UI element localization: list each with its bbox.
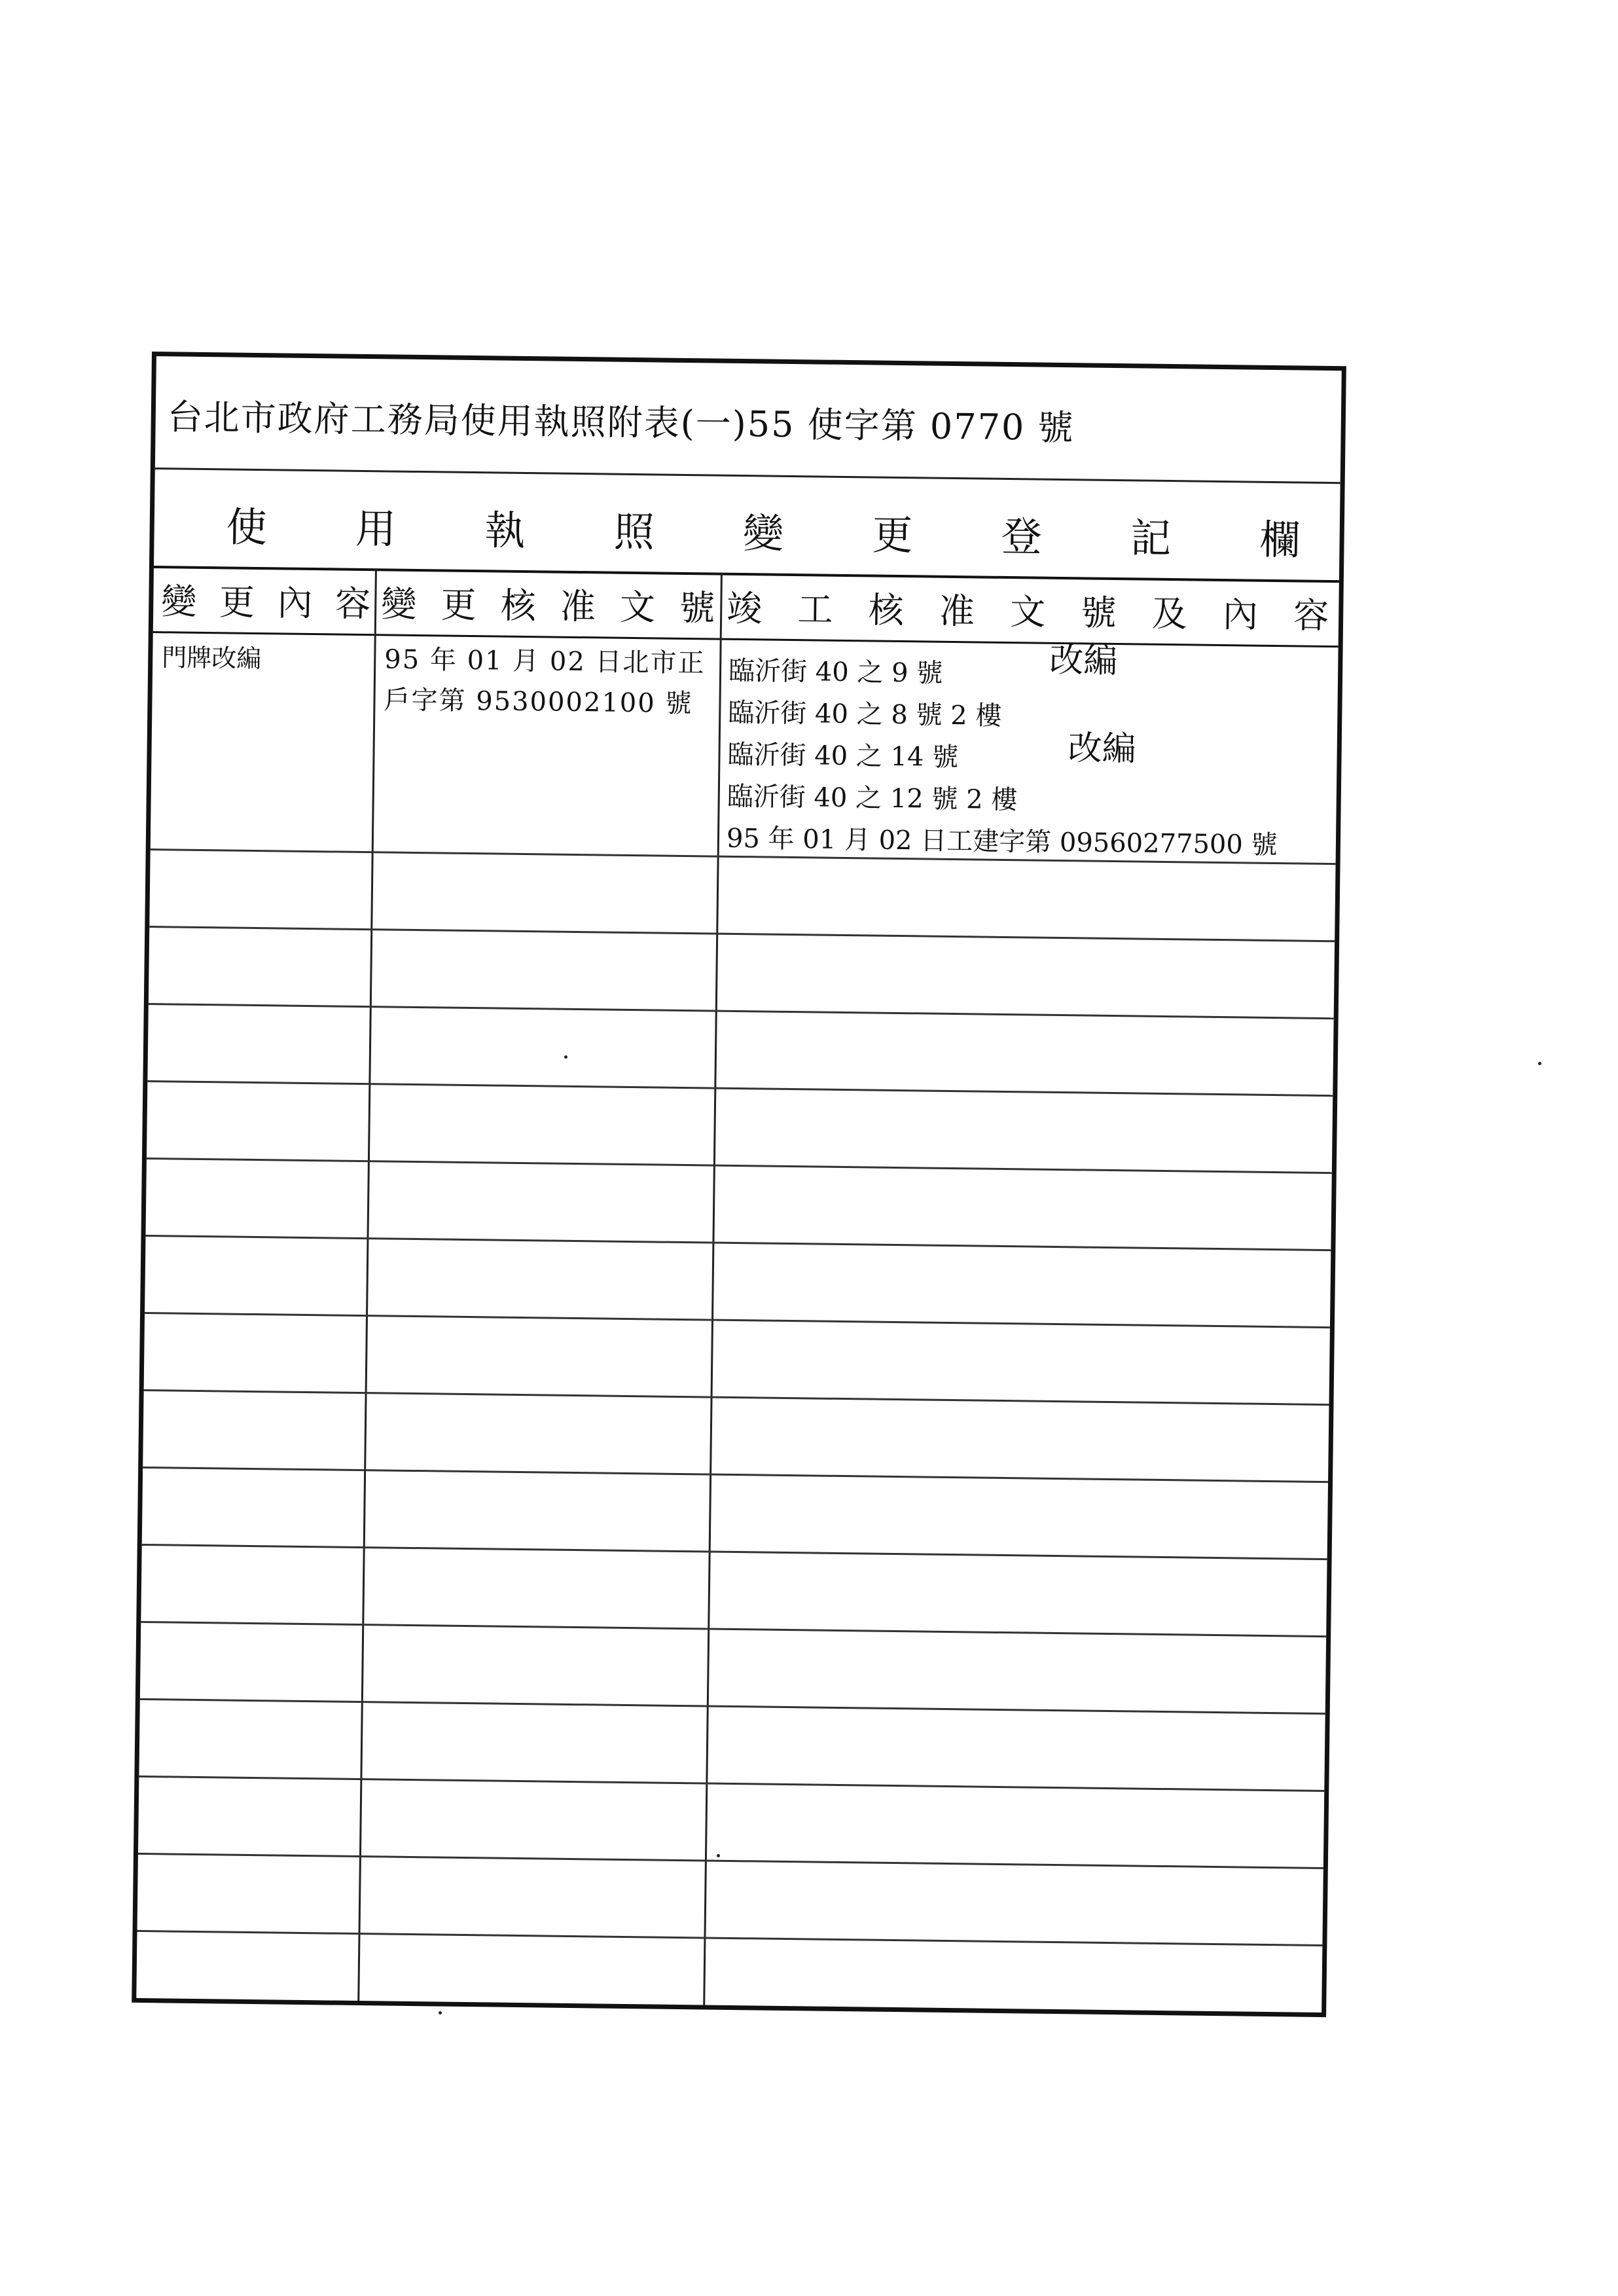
- column-header-char: 變: [380, 583, 417, 625]
- section-title-char: 變: [742, 509, 784, 558]
- column-header-completion-doc: [727, 573, 1329, 646]
- section-title-char: 照: [613, 507, 655, 556]
- column-header-char: 變: [160, 580, 197, 623]
- row-divider: [144, 1389, 1329, 1406]
- row-divider: [147, 1157, 1332, 1174]
- scan-speck: [564, 1055, 567, 1059]
- completion-line-row: [727, 777, 1278, 826]
- column-header-char: 文: [1009, 591, 1046, 633]
- completion-line-row: [728, 640, 1280, 700]
- section-title-char: 更: [872, 511, 913, 560]
- column-header-char: 容: [1293, 594, 1329, 636]
- column-header-char: 更: [219, 581, 255, 623]
- approval-doc-cell: [384, 639, 706, 724]
- column-header-char: 號: [679, 587, 715, 629]
- section-title-char: 記: [1130, 514, 1172, 563]
- section-title-row: [154, 467, 1340, 583]
- column-header-char: 內: [1222, 593, 1259, 636]
- column-header-char: 容: [334, 582, 371, 625]
- approval-doc-line: 95 年 01 月 02 日北市正: [384, 644, 706, 679]
- column-header-row: [153, 566, 1339, 647]
- column-header-char: 核: [868, 589, 905, 631]
- column-header-char: 及: [1151, 592, 1188, 634]
- row-divider: [147, 1080, 1333, 1097]
- completion-line-row: [728, 693, 1279, 742]
- scan-speck: [439, 2011, 442, 2014]
- completion-line: 95 年 01 月 02 日工建字第 09560277500 號: [726, 823, 1278, 861]
- section-title-char: 欄: [1259, 515, 1301, 564]
- completion-line-row: [727, 729, 1278, 784]
- row-divider: [137, 1930, 1323, 1946]
- column-header-char: 工: [797, 588, 833, 630]
- completion-line: 臨沂街 40 之 12 號 2 樓: [727, 781, 1018, 816]
- section-title-char: 用: [355, 504, 397, 553]
- section-title-char: 登: [1001, 512, 1043, 561]
- handwritten-note: 改編: [1068, 729, 1137, 769]
- column-divider: [703, 573, 723, 2005]
- column-header-change-content: [161, 566, 371, 634]
- row-divider: [138, 1853, 1323, 1869]
- completion-line: 臨沂街 40 之 14 號: [727, 739, 959, 773]
- column-header-char: 更: [440, 583, 476, 626]
- row-divider: [139, 1776, 1324, 1792]
- scan-speck: [717, 1854, 720, 1857]
- handwritten-note: 改編: [1049, 640, 1118, 682]
- change-content-cell: 門牌改編: [162, 643, 262, 674]
- completion-line-row: [727, 819, 1278, 867]
- column-header-char: 竣: [726, 587, 763, 629]
- column-header-char: 准: [560, 585, 596, 627]
- row-divider: [142, 1544, 1327, 1560]
- column-header-approval-doc: [381, 568, 715, 638]
- completion-line: 臨沂街 40 之 8 號 2 樓: [728, 697, 1002, 731]
- section-title-char: 使: [226, 503, 268, 552]
- column-header-char: 核: [500, 585, 537, 627]
- column-header-char: 文: [619, 586, 656, 628]
- form-title-row: [155, 356, 1342, 484]
- row-divider: [141, 1621, 1326, 1637]
- column-header-char: 准: [939, 590, 975, 632]
- row-divider: [149, 926, 1335, 942]
- form-title: 台北市政府工務局使用執照附表(一)55 使字第 0770 號: [167, 396, 1075, 449]
- completion-doc-cell: [726, 640, 1280, 867]
- column-header-char: 內: [277, 581, 314, 624]
- scan-speck: [1538, 1062, 1541, 1065]
- change-registration-form: [132, 352, 1346, 2017]
- row-divider: [145, 1235, 1331, 1251]
- row-divider: [145, 1312, 1330, 1328]
- section-title: [226, 494, 1301, 566]
- row-divider: [149, 1003, 1334, 1019]
- row-divider: [143, 1467, 1328, 1483]
- column-divider: [357, 568, 377, 2001]
- section-title-char: 執: [484, 506, 526, 555]
- column-header-char: 號: [1081, 591, 1117, 634]
- approval-doc-line: 戶字第 9530002100 號: [384, 685, 693, 720]
- completion-line: 臨沂街 40 之 9 號: [728, 655, 943, 689]
- row-divider: [140, 1698, 1325, 1715]
